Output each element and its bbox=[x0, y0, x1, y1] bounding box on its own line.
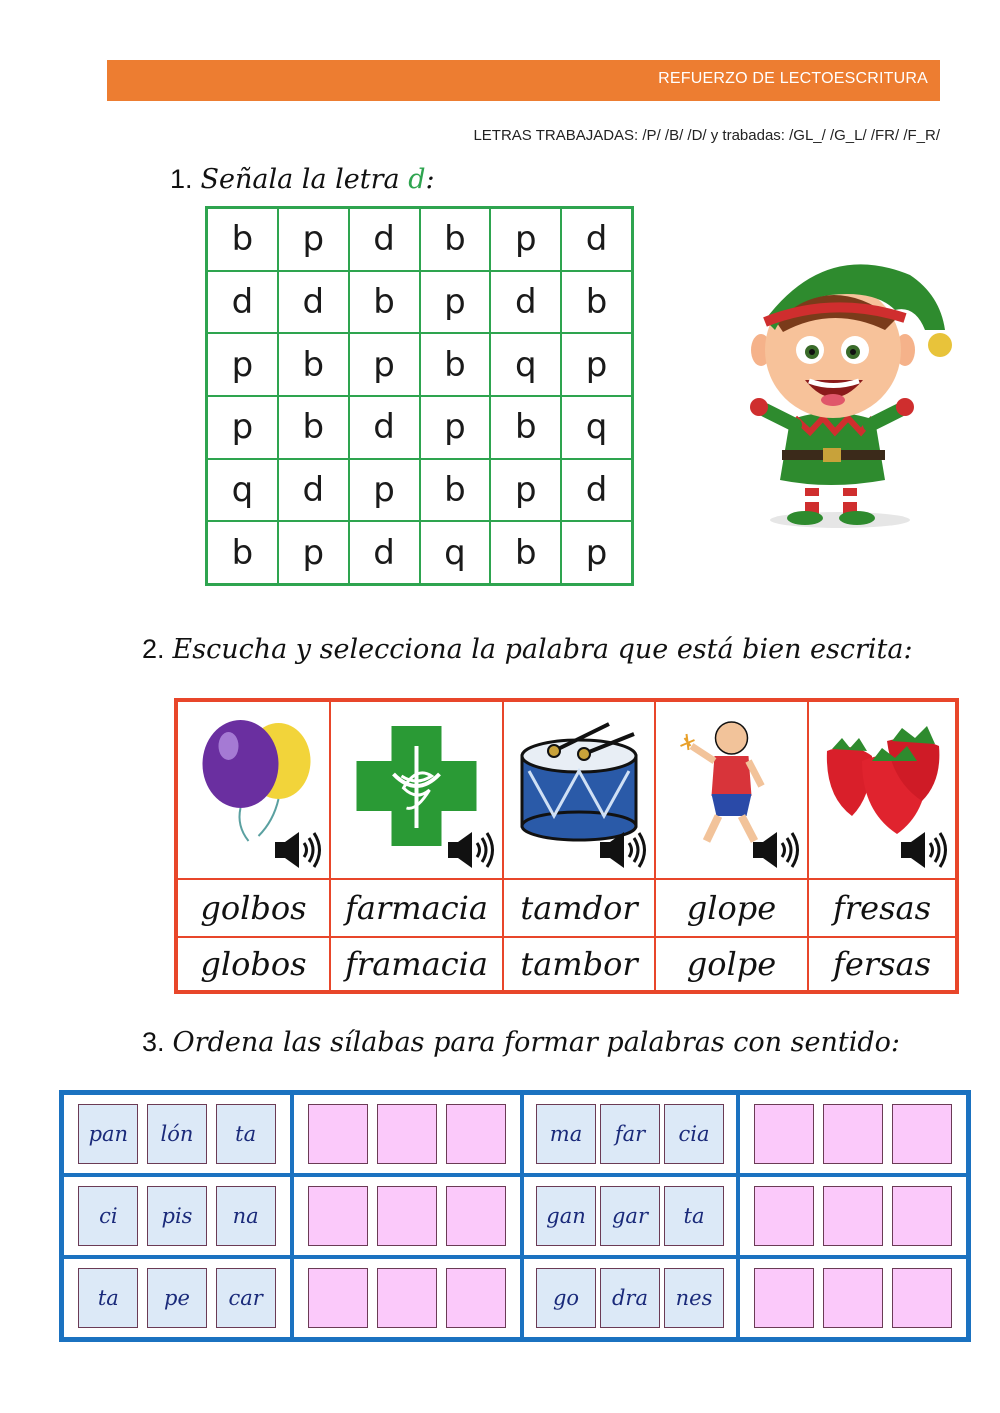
drop-slot[interactable] bbox=[892, 1186, 952, 1246]
syllable-tile[interactable]: ma bbox=[536, 1104, 596, 1164]
exercise-1-heading bbox=[170, 164, 435, 195]
letter-cell[interactable]: p bbox=[349, 333, 420, 396]
syllable-drop-block bbox=[738, 1093, 968, 1175]
word-selection-table bbox=[174, 698, 959, 994]
drop-slot[interactable] bbox=[446, 1268, 506, 1328]
speaker-icon[interactable] bbox=[446, 828, 496, 872]
speaker-icon[interactable] bbox=[273, 828, 323, 872]
drop-slot[interactable] bbox=[823, 1268, 883, 1328]
exercise-2-number: 2. bbox=[142, 634, 165, 664]
letter-cell[interactable]: p bbox=[349, 459, 420, 522]
syllable-source-block bbox=[62, 1175, 292, 1257]
letter-cell[interactable]: q bbox=[420, 521, 491, 584]
hurt-man-icon bbox=[664, 716, 799, 846]
letter-cell[interactable]: p bbox=[490, 459, 561, 522]
drop-slot[interactable] bbox=[754, 1268, 814, 1328]
drop-slot[interactable] bbox=[754, 1186, 814, 1246]
syllable-tile[interactable]: gar bbox=[600, 1186, 660, 1246]
syllable-source-block bbox=[522, 1257, 738, 1339]
exercise-3-heading bbox=[142, 1027, 900, 1058]
letter-cell[interactable]: d bbox=[278, 459, 349, 522]
syllable-tile[interactable]: gan bbox=[536, 1186, 596, 1246]
drop-slot[interactable] bbox=[308, 1268, 368, 1328]
letter-cell[interactable]: d bbox=[349, 208, 420, 271]
drop-slot[interactable] bbox=[377, 1186, 437, 1246]
exercise-1-colon: : bbox=[425, 164, 435, 195]
speaker-icon[interactable] bbox=[598, 828, 648, 872]
letter-cell[interactable]: p bbox=[420, 271, 491, 334]
letter-cell[interactable]: b bbox=[490, 521, 561, 584]
exercise-1-title: Señala la letra bbox=[200, 164, 409, 195]
syllable-tile[interactable]: dra bbox=[600, 1268, 660, 1328]
syllable-source-block bbox=[522, 1093, 738, 1175]
exercise-2-title: Escucha y selecciona la palabra que está bien escrita: bbox=[172, 634, 913, 665]
letter-cell[interactable]: d bbox=[490, 271, 561, 334]
syllable-drop-block bbox=[292, 1257, 522, 1339]
balloons-icon bbox=[186, 716, 321, 846]
letter-cell[interactable]: b bbox=[420, 333, 491, 396]
picture-cell-tambor bbox=[503, 701, 655, 879]
letter-cell[interactable]: p bbox=[278, 521, 349, 584]
letter-cell[interactable]: p bbox=[207, 333, 278, 396]
drop-slot[interactable] bbox=[892, 1104, 952, 1164]
letter-cell[interactable]: b bbox=[490, 396, 561, 459]
letter-grid bbox=[205, 206, 634, 586]
letter-cell[interactable]: q bbox=[207, 459, 278, 522]
word-option[interactable]: glope bbox=[655, 879, 808, 937]
drop-slot[interactable] bbox=[823, 1104, 883, 1164]
syllable-tile[interactable]: cia bbox=[664, 1104, 724, 1164]
exercise-3-title: Ordena las sílabas para formar palabras con sentido: bbox=[172, 1027, 900, 1058]
syllable-drop-block bbox=[292, 1175, 522, 1257]
syllable-tile[interactable]: pan bbox=[78, 1104, 138, 1164]
letter-cell[interactable]: q bbox=[561, 396, 632, 459]
syllable-tile[interactable]: pis bbox=[147, 1186, 207, 1246]
drop-slot[interactable] bbox=[308, 1186, 368, 1246]
header-banner bbox=[107, 60, 940, 101]
syllable-ordering-table bbox=[59, 1090, 971, 1342]
letters-worked-line: LETRAS TRABAJADAS: /P/ /B/ /D/ y trabadas: /GL_/ /G_L/ /FR/ /F_R/ bbox=[473, 127, 940, 144]
letter-cell[interactable]: p bbox=[490, 208, 561, 271]
pharmacy-cross-icon bbox=[339, 716, 494, 846]
drop-slot[interactable] bbox=[446, 1186, 506, 1246]
letter-cell[interactable]: p bbox=[278, 208, 349, 271]
syllable-tile[interactable]: ta bbox=[78, 1268, 138, 1328]
letter-cell[interactable]: d bbox=[207, 271, 278, 334]
syllable-source-block bbox=[62, 1257, 292, 1339]
letter-cell[interactable]: b bbox=[207, 521, 278, 584]
letter-cell[interactable]: b bbox=[561, 271, 632, 334]
letter-cell[interactable]: d bbox=[278, 271, 349, 334]
letter-cell[interactable]: d bbox=[349, 521, 420, 584]
letter-cell[interactable]: p bbox=[561, 333, 632, 396]
drum-icon bbox=[512, 716, 646, 846]
letter-cell[interactable]: b bbox=[349, 271, 420, 334]
picture-cell-fresas bbox=[808, 701, 956, 879]
strawberries-icon bbox=[817, 716, 947, 846]
speaker-icon[interactable] bbox=[751, 828, 801, 872]
speaker-icon[interactable] bbox=[899, 828, 949, 872]
elf-illustration bbox=[735, 250, 965, 540]
letter-cell[interactable]: d bbox=[349, 396, 420, 459]
exercise-3-number: 3. bbox=[142, 1027, 165, 1057]
letter-cell[interactable]: p bbox=[207, 396, 278, 459]
syllable-tile[interactable]: ta bbox=[216, 1104, 276, 1164]
picture-cell-golpe bbox=[655, 701, 808, 879]
drop-slot[interactable] bbox=[754, 1104, 814, 1164]
drop-slot[interactable] bbox=[377, 1268, 437, 1328]
syllable-tile[interactable]: na bbox=[216, 1186, 276, 1246]
word-option[interactable]: globos bbox=[177, 937, 330, 991]
banner-title: REFUERZO DE LECTOESCRITURA bbox=[658, 70, 928, 87]
syllable-drop-block bbox=[738, 1175, 968, 1257]
syllable-tile[interactable]: far bbox=[600, 1104, 660, 1164]
letter-cell[interactable]: b bbox=[207, 208, 278, 271]
syllable-drop-block bbox=[292, 1093, 522, 1175]
letter-cell[interactable]: b bbox=[420, 208, 491, 271]
letter-cell[interactable]: b bbox=[420, 459, 491, 522]
target-letter: d bbox=[408, 164, 426, 195]
drop-slot[interactable] bbox=[308, 1104, 368, 1164]
drop-slot[interactable] bbox=[823, 1186, 883, 1246]
letter-cell[interactable]: d bbox=[561, 459, 632, 522]
letter-cell[interactable]: b bbox=[278, 396, 349, 459]
word-option[interactable]: farmacia bbox=[330, 879, 503, 937]
word-option[interactable]: fersas bbox=[808, 937, 956, 991]
syllable-tile[interactable]: ta bbox=[664, 1186, 724, 1246]
drop-slot[interactable] bbox=[446, 1104, 506, 1164]
word-option[interactable]: tamdor bbox=[503, 879, 655, 937]
exercise-2-heading bbox=[142, 634, 913, 665]
word-option[interactable]: tambor bbox=[503, 937, 655, 991]
letter-cell[interactable]: q bbox=[490, 333, 561, 396]
syllable-tile[interactable]: lón bbox=[147, 1104, 207, 1164]
picture-cell-farmacia bbox=[330, 701, 503, 879]
word-option[interactable]: framacia bbox=[330, 937, 503, 991]
word-option[interactable]: golpe bbox=[655, 937, 808, 991]
syllable-tile[interactable]: pe bbox=[147, 1268, 207, 1328]
syllable-drop-block bbox=[738, 1257, 968, 1339]
syllable-tile[interactable]: ci bbox=[78, 1186, 138, 1246]
letter-cell[interactable]: d bbox=[561, 208, 632, 271]
syllable-tile[interactable]: go bbox=[536, 1268, 596, 1328]
letter-cell[interactable]: b bbox=[278, 333, 349, 396]
letter-cell[interactable]: p bbox=[561, 521, 632, 584]
syllable-source-block bbox=[62, 1093, 292, 1175]
syllable-source-block bbox=[522, 1175, 738, 1257]
exercise-1-number: 1. bbox=[170, 164, 193, 194]
letter-cell[interactable]: p bbox=[420, 396, 491, 459]
syllable-tile[interactable]: car bbox=[216, 1268, 276, 1328]
picture-cell-globos bbox=[177, 701, 330, 879]
syllable-tile[interactable]: nes bbox=[664, 1268, 724, 1328]
drop-slot[interactable] bbox=[892, 1268, 952, 1328]
drop-slot[interactable] bbox=[377, 1104, 437, 1164]
word-option[interactable]: golbos bbox=[177, 879, 330, 937]
word-option[interactable]: fresas bbox=[808, 879, 956, 937]
